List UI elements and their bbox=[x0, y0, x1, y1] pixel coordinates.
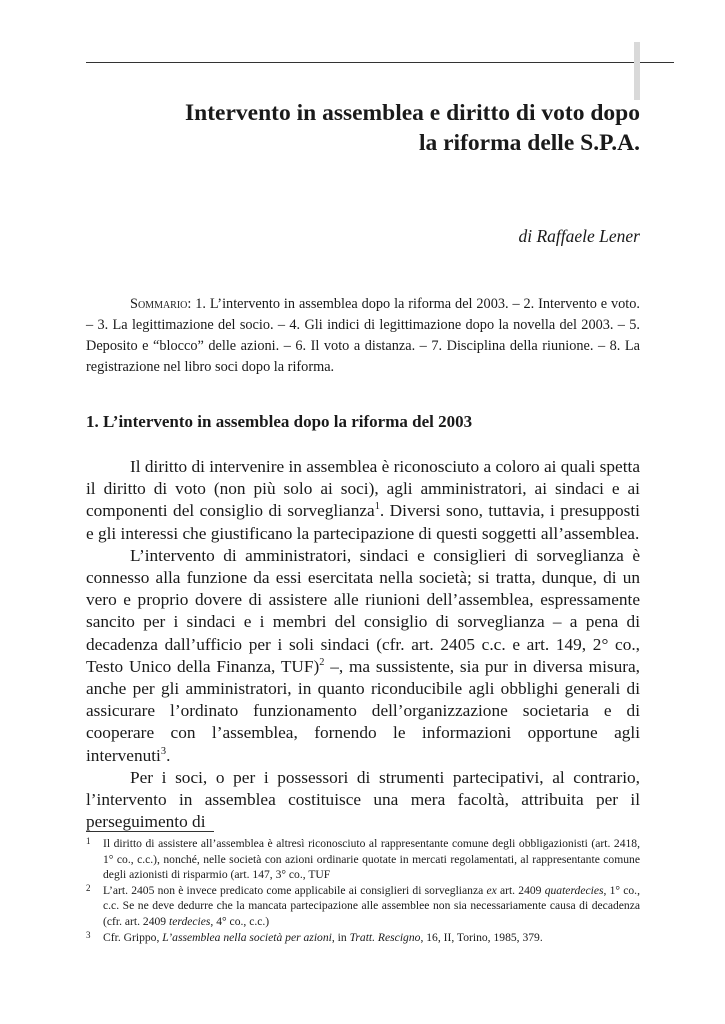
header-rule bbox=[86, 62, 674, 63]
footnote-2-text-d: , 4° co., c.c.) bbox=[210, 914, 270, 928]
paragraph-1-text-a: Il diritto di intervenire in assemblea è riconosciuto a coloro ai quali spetta il diritto di voto (non più solo ai soci), agli amministratori, ai sindaci e ai componenti del consiglio di sorveglianza bbox=[86, 457, 640, 521]
footnote-3 bbox=[86, 930, 640, 946]
footnote-2-text-a: L’art. 2405 non è invece predicato come applicabile ai consiglieri di sorveglianza bbox=[103, 883, 487, 897]
footnote-ref-2[interactable]: 2 bbox=[319, 657, 325, 669]
footnote-2 bbox=[86, 883, 640, 930]
title-line-2: la riforma delle S.P.A. bbox=[418, 130, 640, 156]
footnote-3-text-b: , in bbox=[331, 930, 350, 944]
footnote-2-text-c: , 1° co., c.c. Se ne deve dedurre che la mancata partecipazione alle assemblee non sia necessariamente causa di decadenza (cfr. art. 2409 bbox=[103, 883, 640, 928]
body-text bbox=[86, 456, 640, 833]
summary-text: : 1. L’intervento in assemblea dopo la riforma del 2003. – 2. Intervento e voto. – 3. La legittimazione del socio. – 4. Gli indici di legittimazione dopo la novella del 2003. – 5. Deposito e “blocco” delle azioni. – 6. Il voto a distanza. – 7. Disciplina della riunione. – 8. La registrazione nel libro soci dopo la riforma. bbox=[86, 296, 640, 375]
footnote-separator bbox=[86, 831, 214, 832]
summary-abstract bbox=[86, 294, 640, 378]
section-heading: 1. L’intervento in assemblea dopo la riforma del 2003 bbox=[86, 412, 473, 431]
footnote-number: 1 bbox=[86, 836, 91, 846]
title-line-1: Intervento in assemblea e diritto di voto dopo bbox=[185, 100, 640, 126]
article-title bbox=[150, 98, 640, 158]
footnote-2-quaterdecies: quaterdecies bbox=[544, 883, 604, 897]
footnote-number: 3 bbox=[86, 929, 91, 940]
paragraph-2-text-a: L’intervento di amministratori, sindaci e consiglieri di sorveglianza è connesso alla funzione da essi esercitata nella società; si tratta, dunque, di un vero e proprio dovere di assistere alle riunioni dell’assemblea, espressamente sancito per i sindaci e i membri del consiglio di sorveglianza – a pena di decadenza dall’ufficio per i soli sindaci (cfr. art. 2405 c.c. e art. 149, 2° co., Testo Unico della Finanza, TUF) bbox=[86, 545, 640, 676]
footnote-2-text-b: art. 2409 bbox=[496, 883, 545, 897]
paragraph-1 bbox=[86, 456, 640, 545]
footnote-3-text-a: Cfr. Grippo, bbox=[103, 930, 163, 944]
footnotes bbox=[86, 836, 640, 945]
paragraph-1-text-b: . Diversi sono, tuttavia, i presupposti e gli interessi che giustificano la partecipazione di questi soggetti all’assemblea. bbox=[86, 501, 640, 543]
paragraph-2-text-c: . bbox=[166, 745, 171, 765]
paragraph-2-text-b: –, ma sussistente, sia pur in diversa misura, anche per gli amministratori, in quanto riconducibile agli obblighi generali di assicurare l’ordinato funzionamento dell’organizzazione societaria e di cooperare con l’assemblea, fornendo le informazioni opportune agli intervenuti bbox=[86, 656, 640, 765]
footnote-2-terdecies: terdecies bbox=[169, 914, 211, 928]
footnote-3-treatise: Tratt. Rescigno bbox=[349, 930, 421, 944]
page-thumb-mark bbox=[634, 42, 640, 100]
footnote-2-ex: ex bbox=[486, 883, 497, 897]
footnote-ref-3[interactable]: 3 bbox=[160, 745, 167, 757]
footnote-3-text-c: , 16, II, Torino, 1985, 379. bbox=[420, 930, 543, 944]
footnote-number: 2 bbox=[86, 882, 91, 893]
footnote-3-book-title: L’assemblea nella società per azioni bbox=[162, 930, 332, 944]
footnote-1-text: Il diritto di assistere all’assemblea è altresì riconosciuto al rappresentante comune degli obbligazionisti (art. 2418, 1° co., c.c.), nonché, nelle società con azioni ordinarie quotate in mercati regolamentati, al rappresentante comune degli azionisti di risparmio (art. 147, 3° co., TUF bbox=[103, 837, 640, 882]
footnote-1 bbox=[86, 836, 640, 883]
summary-label: Sommario bbox=[130, 296, 188, 312]
paragraph-2 bbox=[86, 545, 640, 767]
footnote-ref-1[interactable]: 1 bbox=[374, 501, 380, 513]
author-byline: di Raffaele Lener bbox=[518, 226, 640, 246]
paragraph-3: Per i soci, o per i possessori di strumenti partecipativi, al contrario, l’intervento in assemblea costituisce una mera facoltà, attribuita per il perseguimento di bbox=[86, 767, 640, 832]
